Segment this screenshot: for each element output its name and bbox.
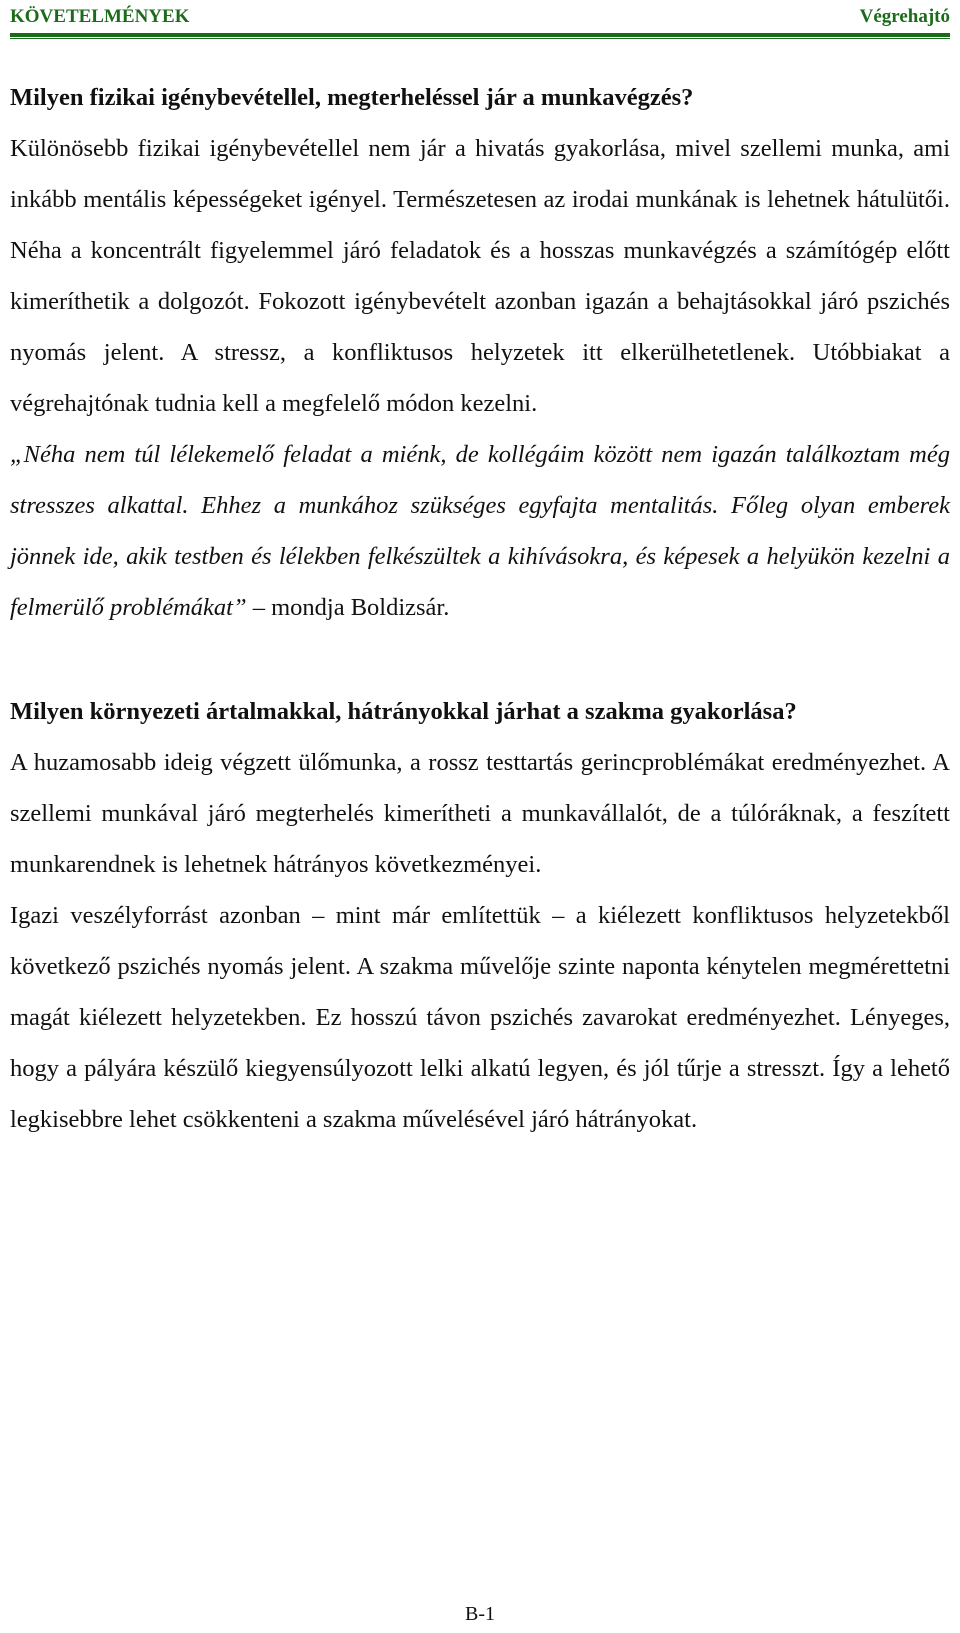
header-divider bbox=[10, 33, 950, 39]
page-header bbox=[10, 6, 950, 30]
question-environmental-hazards: Milyen környezeti ártalmakkal, hátrányokkal járhat a szakma gyakorlása? bbox=[10, 698, 797, 725]
section-spacer bbox=[10, 633, 950, 686]
header-section-title: KÖVETELMÉNYEK bbox=[10, 6, 190, 27]
quote-attribution: – mondja Boldizsár. bbox=[246, 594, 450, 621]
header-profession: Végrehajtó bbox=[859, 6, 950, 27]
quote-paragraph bbox=[10, 429, 950, 633]
question-physical-demands: Milyen fizikai igénybevétellel, megterheléssel jár a munkavégzés? bbox=[10, 84, 694, 111]
document-body bbox=[10, 72, 950, 1145]
answer-physical-demands: Különösebb fizikai igénybevétellel nem jár a hivatás gyakorlása, mivel szellemi munka, ami inkább mentális képességeket igényel. Természetesen az irodai munkának is lehetnek hátulütői. Néha a koncentrált figyelemmel járó feladatok és a hosszas munkavégzés a számítógép előtt kimeríthetik a dolgozót. Fokozott igénybevételt azonban igazán a behajtásokkal járó pszichés nyomás jelent. A stressz, a konfliktusos helyzetek itt elkerülhetetlenek. Utóbbiakat a végrehajtónak tudnia kell a megfelelő módon kezelni. bbox=[10, 135, 950, 417]
quote-text: „Néha nem túl lélekemelő feladat a miénk, de kollégáim között nem igazán találkoztam még stresszes alkattal. Ehhez a munkához szükséges egyfajta mentalitás. Főleg olyan emberek jönnek ide, akik testben és lélekben felkészültek a kihívásokra, és képesek a helyükön kezelni a felmerülő problémákat” bbox=[10, 441, 950, 621]
answer-environmental-hazards-1: A huzamosabb ideig végzett ülőmunka, a rossz testtartás gerincproblémákat eredményezhet. A szellemi munkával járó megterhelés kimerítheti a munkavállalót, de a túlóráknak, a feszített munkarendnek is lehetnek hátrányos következményei. bbox=[10, 749, 950, 878]
answer-environmental-hazards-2: Igazi veszélyforrást azonban – mint már említettük – a kiélezett konfliktusos helyzetekből következő pszichés nyomás jelent. A szakma művelője szinte naponta kénytelen megmérettetni magát kiélezett helyzetekben. Ez hosszú távon pszichés zavarokat eredményezhet. Lényeges, hogy a pályára készülő kiegyensúlyozott lelki alkatú legyen, és jól tűrje a stresszt. Így a lehető legkisebbre lehet csökkenteni a szakma művelésével járó hátrányokat. bbox=[10, 902, 950, 1133]
page-number: B-1 bbox=[465, 1603, 495, 1625]
